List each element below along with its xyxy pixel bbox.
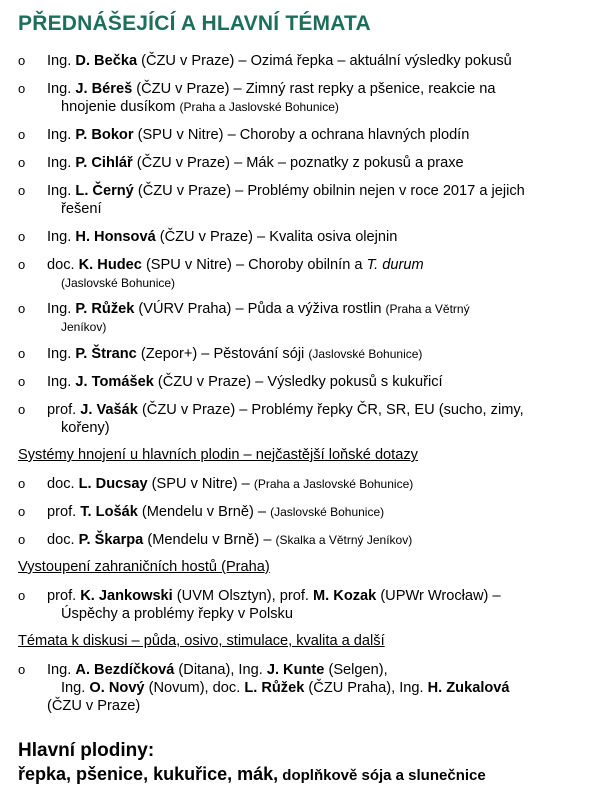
speaker-name: P. Škarpa — [78, 532, 144, 548]
main-crops-line — [18, 764, 486, 785]
speaker-topic: (SPU v Nitre) – Choroby a ochrana hlavných plodín — [133, 127, 470, 143]
speaker-topic: (ČZU v Praze) – Problémy obilnin nejen v roce 2017 a jejich — [133, 183, 525, 199]
supplementary-crops: doplňkově sója a slunečnice — [278, 767, 486, 784]
speaker-topic: (ČZU v Praze) – Zimný rast repky a pšenice, reakcie na — [132, 81, 496, 97]
bullet: o — [18, 81, 26, 96]
speaker-name: A. Bezdíčková — [75, 662, 175, 678]
speaker-name: P. Cihlář — [75, 155, 133, 171]
title-prefix: Ing. — [47, 301, 76, 317]
location: (Praha a Jaslovské Bohunice) — [179, 100, 339, 114]
bullet: o — [18, 155, 26, 170]
title-prefix: Ing. — [61, 680, 90, 696]
section-heading-guests: Vystoupení zahraničních hostů (Praha) — [18, 559, 270, 575]
speaker-org: (Novum), doc. — [144, 680, 245, 696]
title-prefix: Ing. — [47, 346, 76, 362]
bullet: o — [18, 257, 26, 272]
title-prefix: Ing. — [47, 662, 76, 678]
bullet: o — [18, 229, 26, 244]
speaker-org: (Mendelu v Brně) – — [137, 504, 271, 520]
title-prefix: doc. — [47, 476, 79, 492]
bullet: o — [18, 476, 26, 491]
speaker-name: H. Zukalová — [427, 680, 510, 696]
title-prefix: Ing. — [47, 374, 76, 390]
title-prefix: prof. — [47, 504, 81, 520]
location: (Praha a Větrný — [385, 302, 470, 316]
title-prefix: Ing. — [47, 81, 76, 97]
speaker-org: (UVM Olsztyn), prof. — [172, 588, 314, 604]
speaker-name: O. Nový — [89, 680, 145, 696]
bullet: o — [18, 346, 26, 361]
bullet: o — [18, 402, 26, 417]
speaker-name: P. Bokor — [75, 127, 134, 143]
title-prefix: doc. — [47, 532, 79, 548]
title-prefix: Ing. — [47, 183, 76, 199]
speaker-name: L. Růžek — [244, 680, 305, 696]
speaker-org: (SPU v Nitre) – — [147, 476, 254, 492]
speaker-topic: (VÚRV Praha) – Půda a výživa rostlin — [134, 301, 386, 317]
topic-continuation: řešení — [61, 201, 102, 217]
speaker-org: (ČZU Praha), Ing. — [304, 680, 428, 696]
speaker-name: M. Kozak — [313, 588, 377, 604]
topic-italic: T. durum — [366, 257, 424, 273]
location: (Jaslovské Bohunice) — [308, 347, 423, 361]
bullet: o — [18, 301, 26, 316]
bullet: o — [18, 374, 26, 389]
speaker-org: (Mendelu v Brně) – — [143, 532, 276, 548]
title-prefix: Ing. — [47, 127, 76, 143]
speaker-topic: (ČZU v Praze) – Problémy řepky ČR, SR, EU (sucho, zimy, — [137, 402, 524, 418]
topic-continuation: kořeny) — [61, 420, 110, 436]
speaker-topic: (SPU v Nitre) – Choroby obilnín a — [141, 257, 367, 273]
topic-continuation: Úspěchy a problémy řepky v Polsku — [61, 606, 293, 622]
speaker-name: T. Lošák — [80, 504, 138, 520]
section-heading-fertilization: Systémy hnojení u hlavních plodin – nejčastější loňské dotazy — [18, 447, 418, 463]
bullet: o — [18, 53, 26, 68]
speaker-name: J. Vašák — [80, 402, 138, 418]
bullet: o — [18, 532, 26, 547]
main-crops: řepka, pšenice, kukuřice, mák, — [18, 764, 279, 784]
bullet: o — [18, 183, 26, 198]
topic-continuation: hnojenie dusíkom — [61, 99, 180, 115]
speaker-name: D. Bečka — [75, 53, 138, 69]
location: (Skalka a Větrný Jeníkov) — [275, 533, 413, 547]
speaker-name: P. Růžek — [75, 301, 135, 317]
speaker-name: L. Ducsay — [78, 476, 148, 492]
main-crops-heading: Hlavní plodiny: — [18, 740, 155, 761]
speaker-org: (ČZU v Praze) — [47, 698, 141, 714]
speaker-name: K. Hudec — [78, 257, 142, 273]
location: (Jaslovské Bohunice) — [270, 505, 385, 519]
speaker-topic: (ČZU v Praze) – Ozimá řepka – aktuální výsledky pokusů — [137, 53, 512, 69]
bullet: o — [18, 127, 26, 142]
speaker-name: L. Černý — [75, 183, 134, 199]
speaker-org: (Ditana), Ing. — [174, 662, 267, 678]
bullet: o — [18, 662, 26, 677]
speaker-name: P. Štranc — [75, 346, 137, 362]
speaker-topic: (Zepor+) – Pěstování sóji — [136, 346, 309, 362]
speaker-name: J. Béreš — [75, 81, 133, 97]
bullet: o — [18, 504, 26, 519]
title-prefix: prof. — [47, 588, 81, 604]
speaker-org: (UPWr Wrocław) – — [376, 588, 501, 604]
page-title: PŘEDNÁŠEJÍCÍ A HLAVNÍ TÉMATA — [18, 12, 371, 35]
speaker-topic: (ČZU v Praze) – Výsledky pokusů s kukuřicí — [153, 374, 443, 390]
speaker-topic: (ČZU v Praze) – Mák – poznatky z pokusů a praxe — [132, 155, 464, 171]
title-prefix: Ing. — [47, 229, 76, 245]
bullet: o — [18, 588, 26, 603]
speaker-name: K. Jankowski — [80, 588, 173, 604]
title-prefix: Ing. — [47, 155, 76, 171]
location: (Jaslovské Bohunice) — [61, 276, 176, 290]
title-prefix: doc. — [47, 257, 79, 273]
location-continuation: Jeníkov) — [61, 320, 107, 334]
speaker-name: J. Kunte — [266, 662, 325, 678]
title-prefix: Ing. — [47, 53, 76, 69]
location: (Praha a Jaslovské Bohunice) — [253, 477, 414, 491]
speaker-topic: (ČZU v Praze) – Kvalita osiva olejnin — [155, 229, 398, 245]
speaker-name: H. Honsová — [75, 229, 156, 245]
section-heading-discussion: Témata k diskusi – půda, osivo, stimulace, kvalita a další — [18, 633, 385, 649]
speaker-org: (Selgen), — [324, 662, 388, 678]
title-prefix: prof. — [47, 402, 81, 418]
speaker-name: J. Tomášek — [75, 374, 154, 390]
